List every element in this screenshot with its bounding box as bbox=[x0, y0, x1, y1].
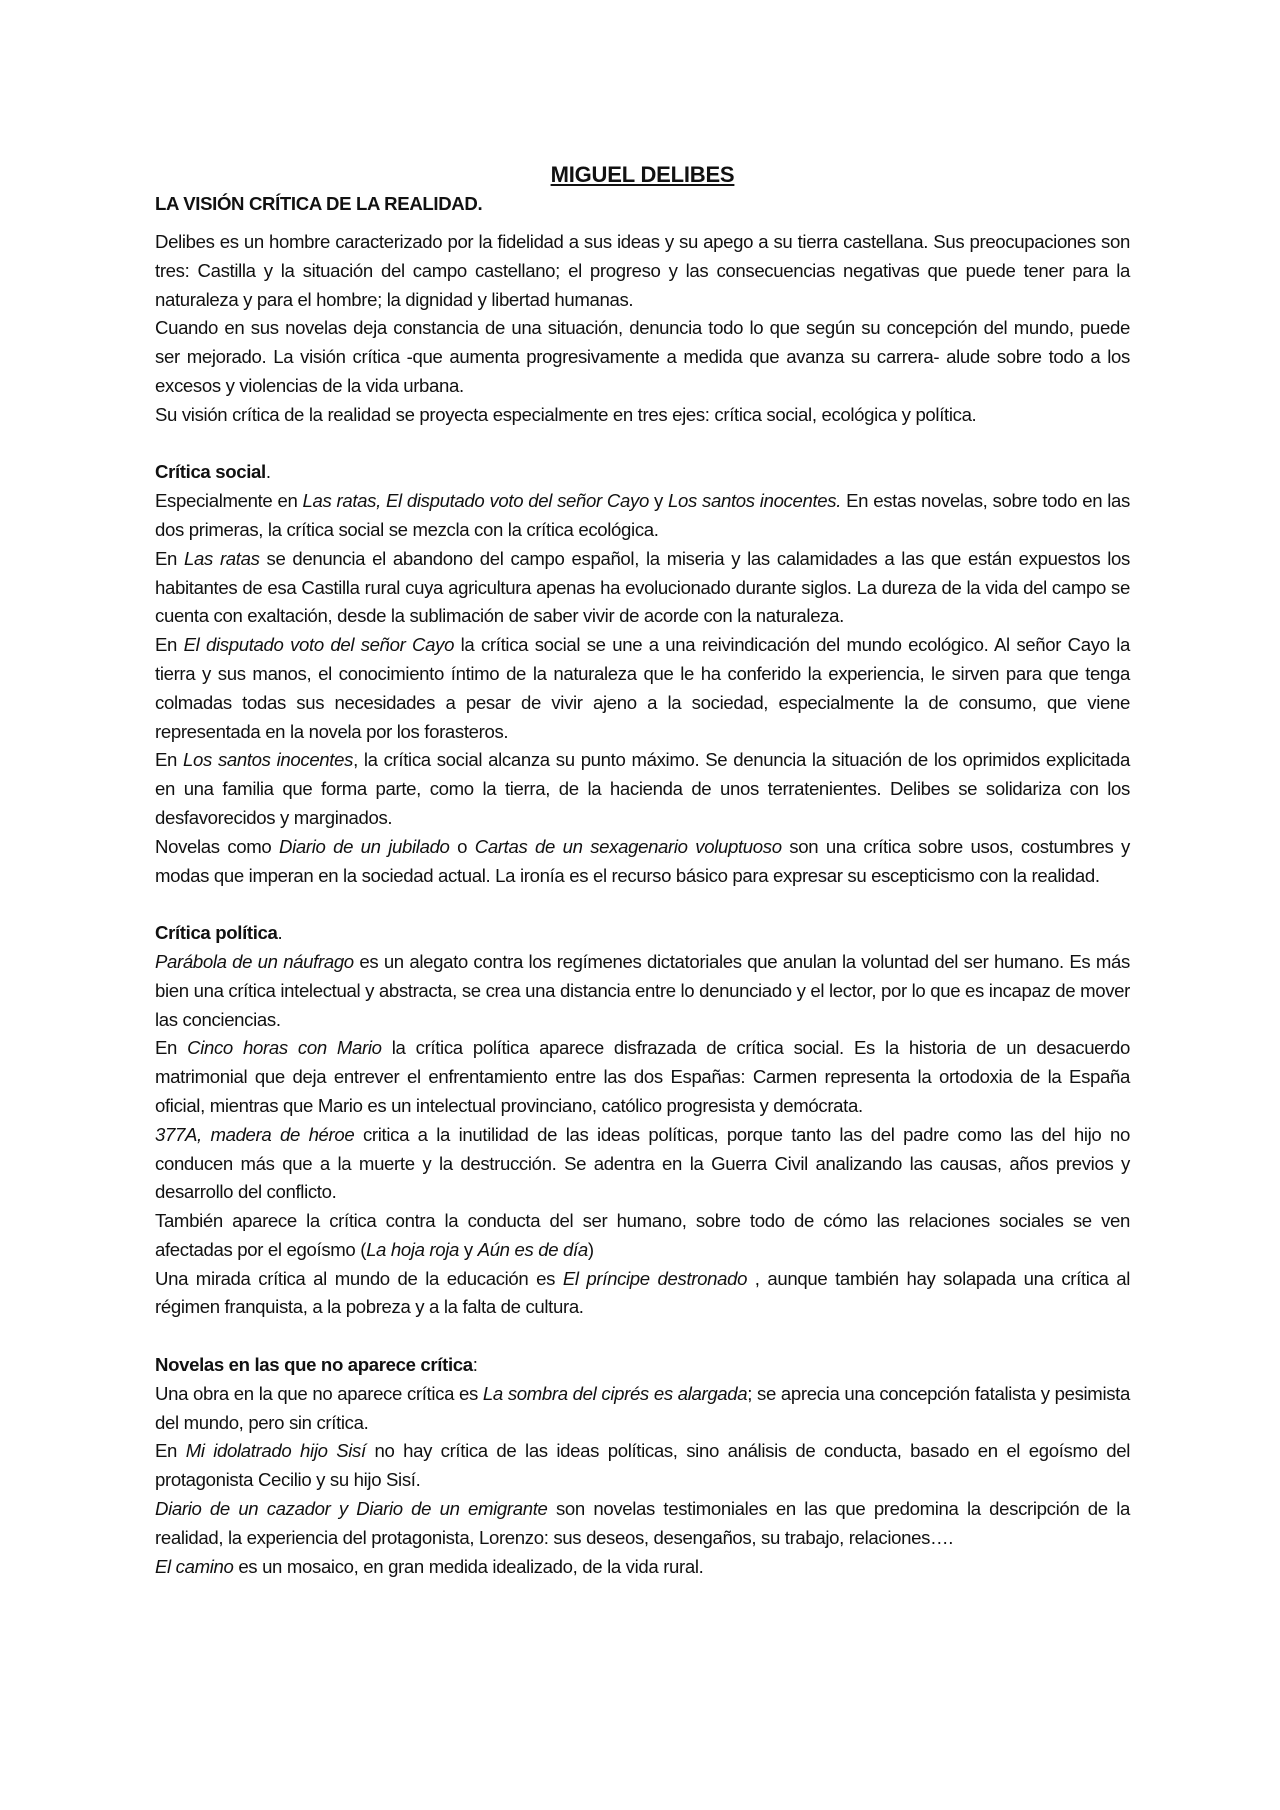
spacer bbox=[155, 890, 1130, 919]
document-body bbox=[155, 160, 1130, 1581]
intro-paragraph-1: Delibes es un hombre caracterizado por la fidelidad a sus ideas y su apego a su tierra castellana. Sus preocupaciones son tres: Castilla y la situación del campo castellano; el progreso y las consecuencias negativas que puede tener para la naturaleza y para el hombre; la dignidad y libertad humanas. bbox=[155, 231, 1130, 310]
no-criticism-paragraph-4: El camino es un mosaico, en gran medida idealizado, de la vida rural. bbox=[155, 1555, 704, 1577]
intro-paragraph-3: Su visión crítica de la realidad se proyecta especialmente en tres ejes: crítica social, ecológica y política. bbox=[155, 403, 977, 425]
section-heading-political: Crítica política. bbox=[155, 922, 283, 944]
social-paragraph-1: Especialmente en Las ratas, El disputado voto del señor Cayo y Los santos inocentes. En estas novelas, sobre todo en las dos primeras, la crítica social se mezcla con la crítica ecológica. bbox=[155, 490, 1130, 540]
section-heading-no-criticism: Novelas en las que no aparece crítica: bbox=[155, 1354, 478, 1376]
no-criticism-paragraph-3: Diario de un cazador y Diario de un emigrante son novelas testimoniales en las que predomina la descripción de la realidad, la experiencia del protagonista, Lorenzo: sus deseos, desengaños, su trabajo, relaciones…. bbox=[155, 1498, 1130, 1548]
political-paragraph-2: En Cinco horas con Mario la crítica política aparece disfrazada de crítica social. Es la historia de un desacuerdo matrimonial que deja entrever el enfrentamiento entre las dos Españas: Carmen representa la ortodoxia de la España oficial, mientras que Mario es un intelectual provinciano, católico progresista y demócrata. bbox=[155, 1037, 1130, 1116]
social-paragraph-4: En Los santos inocentes, la crítica social alcanza su punto máximo. Se denuncia la situación de los oprimidos explicitada en una familia que forma parte, como la tierra, de la hacienda de unos terratenientes. Delibes se solidariza con los desfavorecidos y marginados. bbox=[155, 749, 1130, 828]
page-subtitle: LA VISIÓN CRÍTICA DE LA REALIDAD. bbox=[155, 193, 483, 214]
intro-paragraph-2: Cuando en sus novelas deja constancia de una situación, denuncia todo lo que según su concepción del mundo, puede ser mejorado. La visión crítica -que aumenta progresivamente a medida que avanza su carrera- alude sobre todo a los excesos y violencias de la vida urbana. bbox=[155, 317, 1130, 396]
spacer bbox=[155, 430, 1130, 459]
no-criticism-paragraph-2: En Mi idolatrado hijo Sisí no hay crítica de las ideas políticas, sino análisis de conducta, basado en el egoísmo del protagonista Cecilio y su hijo Sisí. bbox=[155, 1440, 1130, 1491]
political-paragraph-4: También aparece la crítica contra la conducta del ser humano, sobre todo de cómo las relaciones sociales se ven afectadas por el egoísmo (La hoja roja y Aún es de día) bbox=[155, 1210, 1130, 1260]
section-heading-social: Crítica social. bbox=[155, 461, 271, 483]
no-criticism-paragraph-1: Una obra en la que no aparece crítica es La sombra del ciprés es alargada; se aprecia una concepción fatalista y pesimista del mundo, pero sin crítica. bbox=[155, 1382, 1130, 1433]
political-paragraph-5: Una mirada crítica al mundo de la educación es El príncipe destronado , aunque también hay solapada una crítica al régimen franquista, a la pobreza y a la falta de cultura. bbox=[155, 1267, 1130, 1318]
political-paragraph-1: Parábola de un náufrago es un alegato contra los regímenes dictatoriales que anulan la voluntad del ser humano. Es más bien una crítica intelectual y abstracta, se crea una distancia entre lo denunciado y el lector, por lo que es incapaz de mover las conciencias. bbox=[155, 950, 1130, 1030]
social-paragraph-5: Novelas como Diario de un jubilado o Cartas de un sexagenario voluptuoso son una crítica sobre usos, costumbres y modas que imperan en la sociedad actual. La ironía es el recurso básico para expresar su escepticismo con la realidad. bbox=[155, 835, 1130, 886]
political-paragraph-3: 377A, madera de héroe critica a la inutilidad de las ideas políticas, porque tanto las del padre como las del hijo no conducen más que a la muerte y la destrucción. Se adentra en la Guerra Civil analizando las causas, años previos y desarrollo del conflicto. bbox=[155, 1123, 1130, 1203]
social-paragraph-3: En El disputado voto del señor Cayo la crítica social se une a una reivindicación del mundo ecológico. Al señor Cayo la tierra y sus manos, el conocimiento íntimo de la naturaleza que le ha conferido la experiencia, le sirven para que tenga colmadas todas sus necesidades a pesar de vivir ajeno a la sociedad, especialmente la de consumo, que viene representada en la novela por los forasteros. bbox=[155, 634, 1131, 742]
social-paragraph-2: En Las ratas se denuncia el abandono del campo español, la miseria y las calamidades a las que están expuestos los habitantes de esa Castilla rural cuya agricultura apenas ha evolucionado durante siglos. La dureza de la vida del campo se cuenta con exaltación, desde la sublimación de saber vivir de acorde con la naturaleza. bbox=[155, 547, 1130, 627]
spacer bbox=[155, 1322, 1130, 1351]
page-title: MIGUEL DELIBES bbox=[550, 162, 735, 187]
